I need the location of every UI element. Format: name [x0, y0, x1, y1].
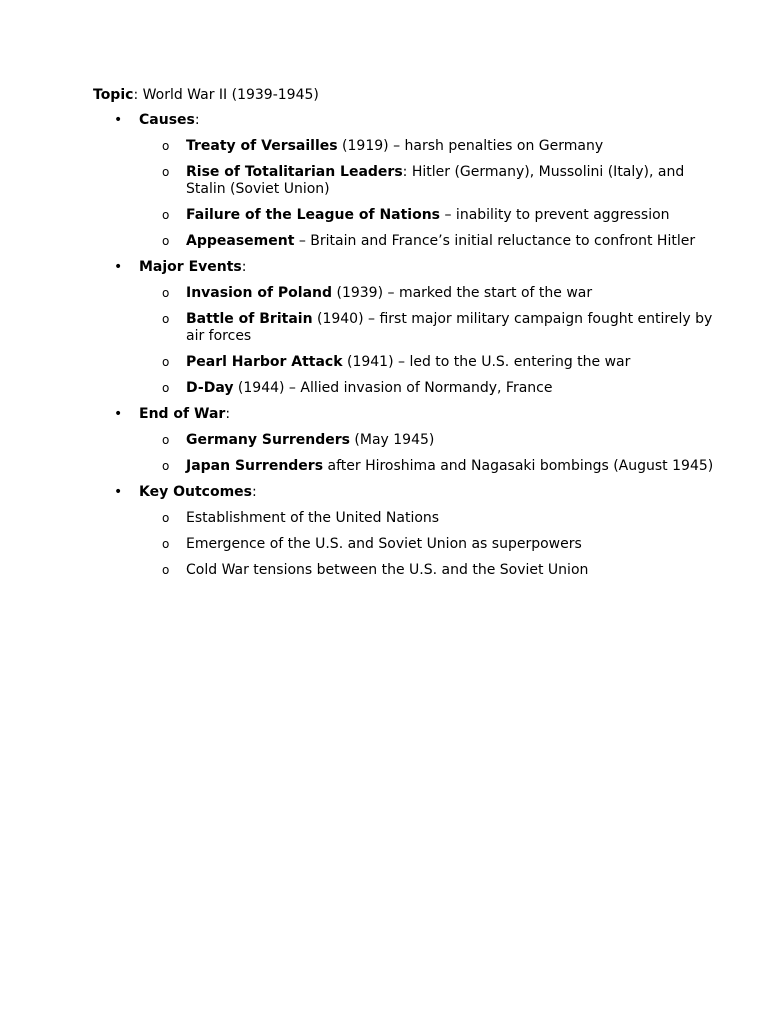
topic-label: Topic: [93, 87, 134, 103]
outline-section: [93, 406, 714, 475]
bullet-disc: •: [114, 406, 123, 422]
bullet-circle: o: [162, 355, 170, 369]
list-item: [139, 233, 728, 250]
section-title-text: Key Outcomes: [139, 484, 252, 500]
list-item: [139, 562, 728, 579]
bullet-disc: •: [114, 484, 123, 500]
item-description: – inability to prevent aggression: [440, 207, 670, 223]
item-term: Failure of the League of Nations: [186, 207, 441, 223]
bullet-circle: o: [162, 234, 170, 248]
item-term: Treaty of Versailles: [186, 138, 338, 154]
item-term: Appeasement: [186, 233, 295, 249]
list-item: [139, 164, 728, 198]
item-description: (1939) – marked the start of the war: [332, 285, 593, 301]
item-description: (1940) – first major military campaign fought entirely by air forces: [186, 311, 713, 344]
bullet-circle: o: [162, 459, 170, 473]
item-term: Battle of Britain: [186, 311, 313, 327]
list-item: [139, 207, 728, 224]
section-title-colon: :: [194, 112, 200, 128]
list-item: [139, 311, 728, 345]
item-description: Establishment of the United Nations: [186, 510, 440, 526]
bullet-disc: •: [114, 259, 123, 275]
list-item: [139, 510, 728, 527]
item-term: Pearl Harbor Attack: [186, 354, 343, 370]
section-items: [139, 510, 693, 579]
item-description: (1944) – Allied invasion of Normandy, France: [233, 380, 553, 396]
bullet-circle: o: [162, 381, 170, 395]
bullet-circle: o: [162, 537, 170, 551]
section-title-colon: :: [225, 406, 231, 422]
section-title-text: Causes: [139, 112, 195, 128]
bullet-circle: o: [162, 511, 170, 525]
section-title-colon: :: [252, 484, 257, 500]
item-description: : Hitler (Germany), Mussolini (Italy), and Stalin (Soviet Union): [186, 164, 685, 197]
item-description: after Hiroshima and Nagasaki bombings (August 1945): [323, 458, 714, 474]
item-term: Invasion of Poland: [186, 285, 333, 301]
outline-section: [93, 112, 696, 250]
list-item: [139, 285, 728, 302]
bullet-circle: o: [162, 208, 170, 222]
topic-line: [93, 87, 319, 104]
outline-section: [93, 484, 693, 579]
item-description: (1919) – harsh penalties on Germany: [337, 138, 604, 154]
section-title: [139, 484, 693, 501]
list-item: [139, 354, 728, 371]
item-description: Emergence of the U.S. and Soviet Union as superpowers: [186, 536, 582, 552]
bullet-circle: o: [162, 165, 170, 179]
bullet-circle: o: [162, 433, 170, 447]
item-description: – Britain and France’s initial reluctance to confront Hitler: [294, 233, 696, 249]
bullet-circle: o: [162, 312, 170, 326]
bullet-circle: o: [162, 139, 170, 153]
section-items: [139, 432, 714, 475]
list-item: [139, 536, 728, 553]
topic-text: : World War II (1939-1945): [133, 87, 319, 103]
list-item: [139, 380, 728, 397]
section-title: [139, 259, 693, 276]
list-item: [139, 138, 728, 155]
list-item: [139, 432, 728, 449]
bullet-disc: •: [114, 112, 123, 128]
section-title: [139, 112, 693, 129]
section-title-colon: :: [241, 259, 247, 275]
list-item: [139, 458, 728, 475]
item-term: Rise of Totalitarian Leaders: [186, 164, 403, 180]
section-title-text: Major Events: [139, 259, 242, 275]
section-items: [139, 138, 696, 250]
item-term: D-Day: [186, 380, 234, 396]
section-items: [139, 285, 713, 397]
bullet-circle: o: [162, 563, 170, 577]
section-title-text: End of War: [139, 406, 226, 422]
outline: [93, 112, 714, 588]
item-description: (May 1945): [349, 432, 435, 448]
bullet-circle: o: [162, 286, 170, 300]
item-description: (1941) – led to the U.S. entering the war: [342, 354, 631, 370]
item-term: Germany Surrenders: [186, 432, 350, 448]
item-description: Cold War tensions between the U.S. and the Soviet Union: [186, 562, 589, 578]
section-title: [139, 406, 693, 423]
item-term: Japan Surrenders: [186, 458, 324, 474]
outline-section: [93, 259, 713, 397]
